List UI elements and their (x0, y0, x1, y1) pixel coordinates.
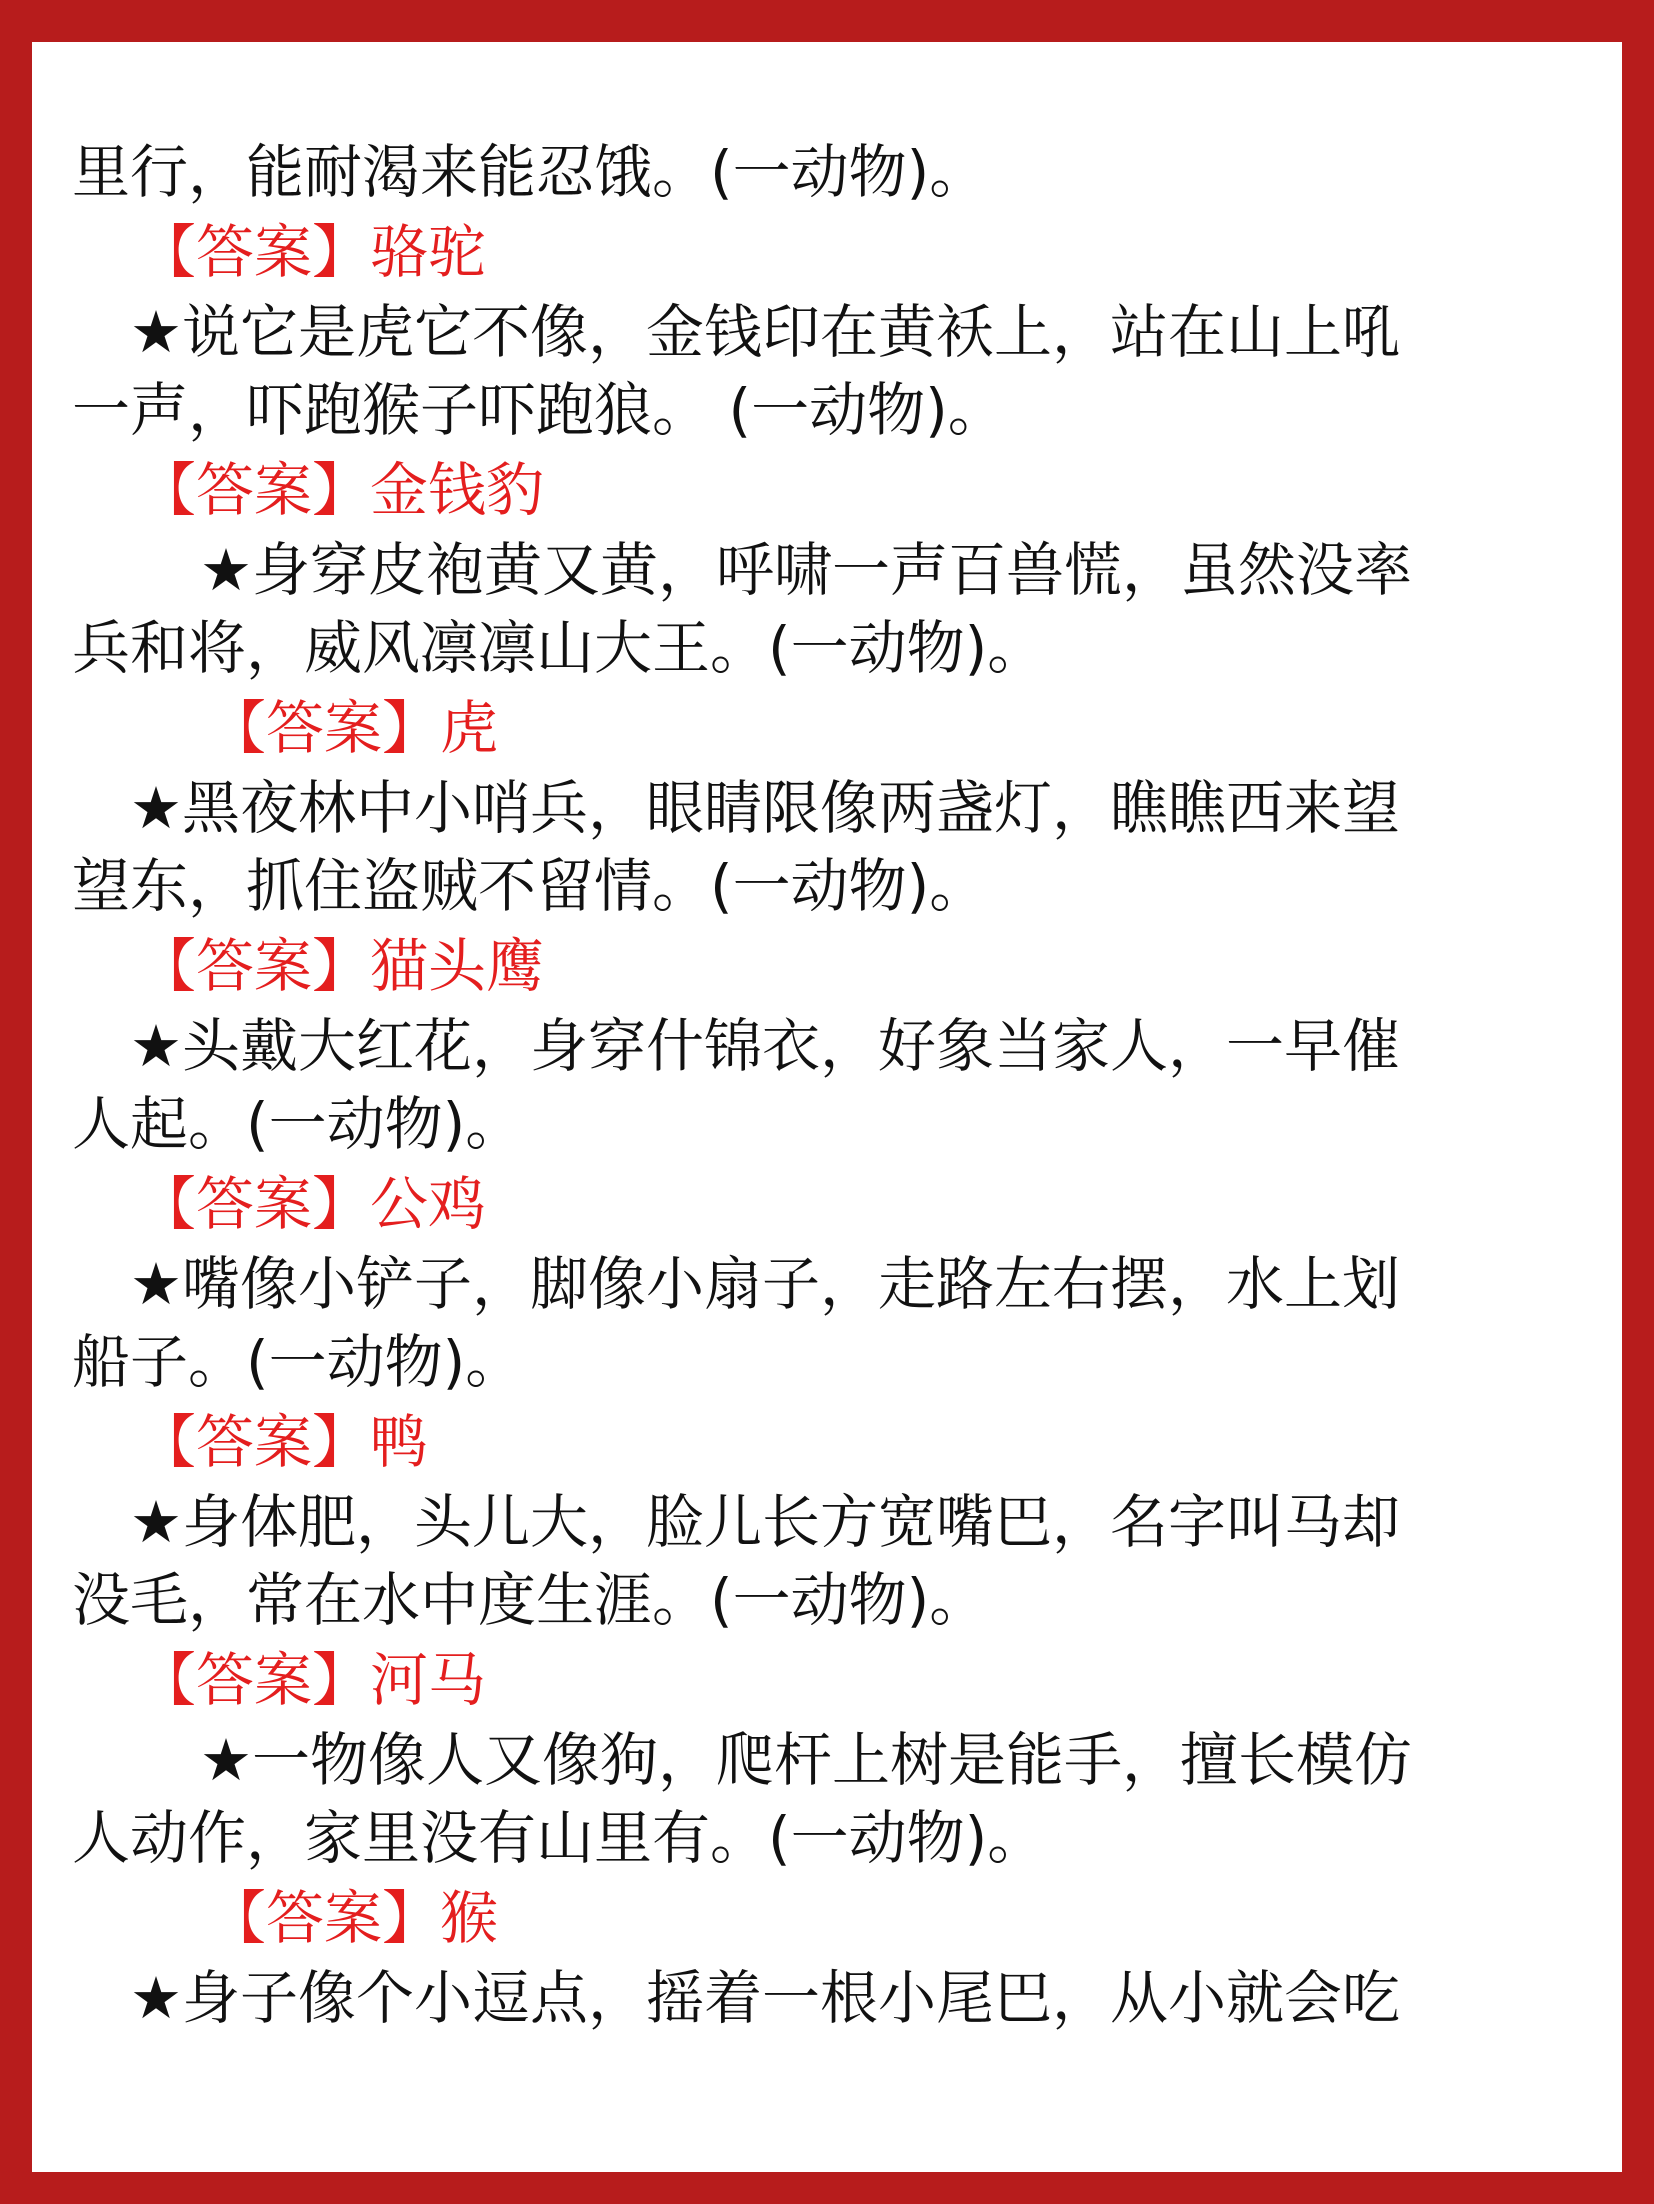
riddle-line: ★黑夜林中小哨兵，眼睛限像两盏灯，瞧瞧西来望 (130, 774, 1400, 842)
riddle-line: ★说它是虎它不像，金钱印在黄袄上，站在山上吼 (130, 298, 1400, 366)
answer-line: 【答案】金钱豹 (138, 456, 545, 524)
riddle-line: ★身子像个小逗点，摇着一根小尾巴，从小就会吃 (130, 1964, 1400, 2032)
riddle-line: ★身穿皮袍黄又黄，呼啸一声百兽慌，虽然没率 (200, 536, 1412, 604)
answer-line: 【答案】骆驼 (138, 218, 487, 286)
riddle-line: ★身体肥，头儿大，脸儿长方宽嘴巴，名字叫马却 (130, 1488, 1400, 1556)
answer-line: 【答案】公鸡 (138, 1170, 487, 1238)
riddle-line: 里行，能耐渴来能忍饿。(一动物)。 (72, 138, 988, 206)
riddle-line: 人动作，家里没有山里有。(一动物)。 (72, 1804, 1046, 1872)
riddle-line: 兵和将，威风凛凛山大王。(一动物)。 (72, 614, 1046, 682)
riddle-line: 人起。(一动物)。 (72, 1090, 524, 1158)
answer-line: 【答案】猴 (208, 1884, 499, 1952)
riddle-line: 望东，抓住盗贼不留情。(一动物)。 (72, 852, 988, 920)
riddle-line: 没毛，常在水中度生涯。(一动物)。 (72, 1566, 988, 1634)
answer-line: 【答案】虎 (208, 694, 499, 762)
document-page (32, 42, 1622, 2172)
answer-line: 【答案】猫头鹰 (138, 932, 545, 1000)
riddle-line: ★一物像人又像狗，爬杆上树是能手，擅长模仿 (200, 1726, 1412, 1794)
answer-line: 【答案】河马 (138, 1646, 487, 1714)
riddle-line: ★嘴像小铲子，脚像小扇子，走路左右摆，水上划 (130, 1250, 1400, 1318)
riddle-line: 船子。(一动物)。 (72, 1328, 524, 1396)
riddle-line: 一声，吓跑猴子吓跑狼。 (一动物)。 (72, 376, 1006, 444)
riddle-line: ★头戴大红花，身穿什锦衣，好象当家人，一早催 (130, 1012, 1400, 1080)
answer-line: 【答案】鸭 (138, 1408, 429, 1476)
